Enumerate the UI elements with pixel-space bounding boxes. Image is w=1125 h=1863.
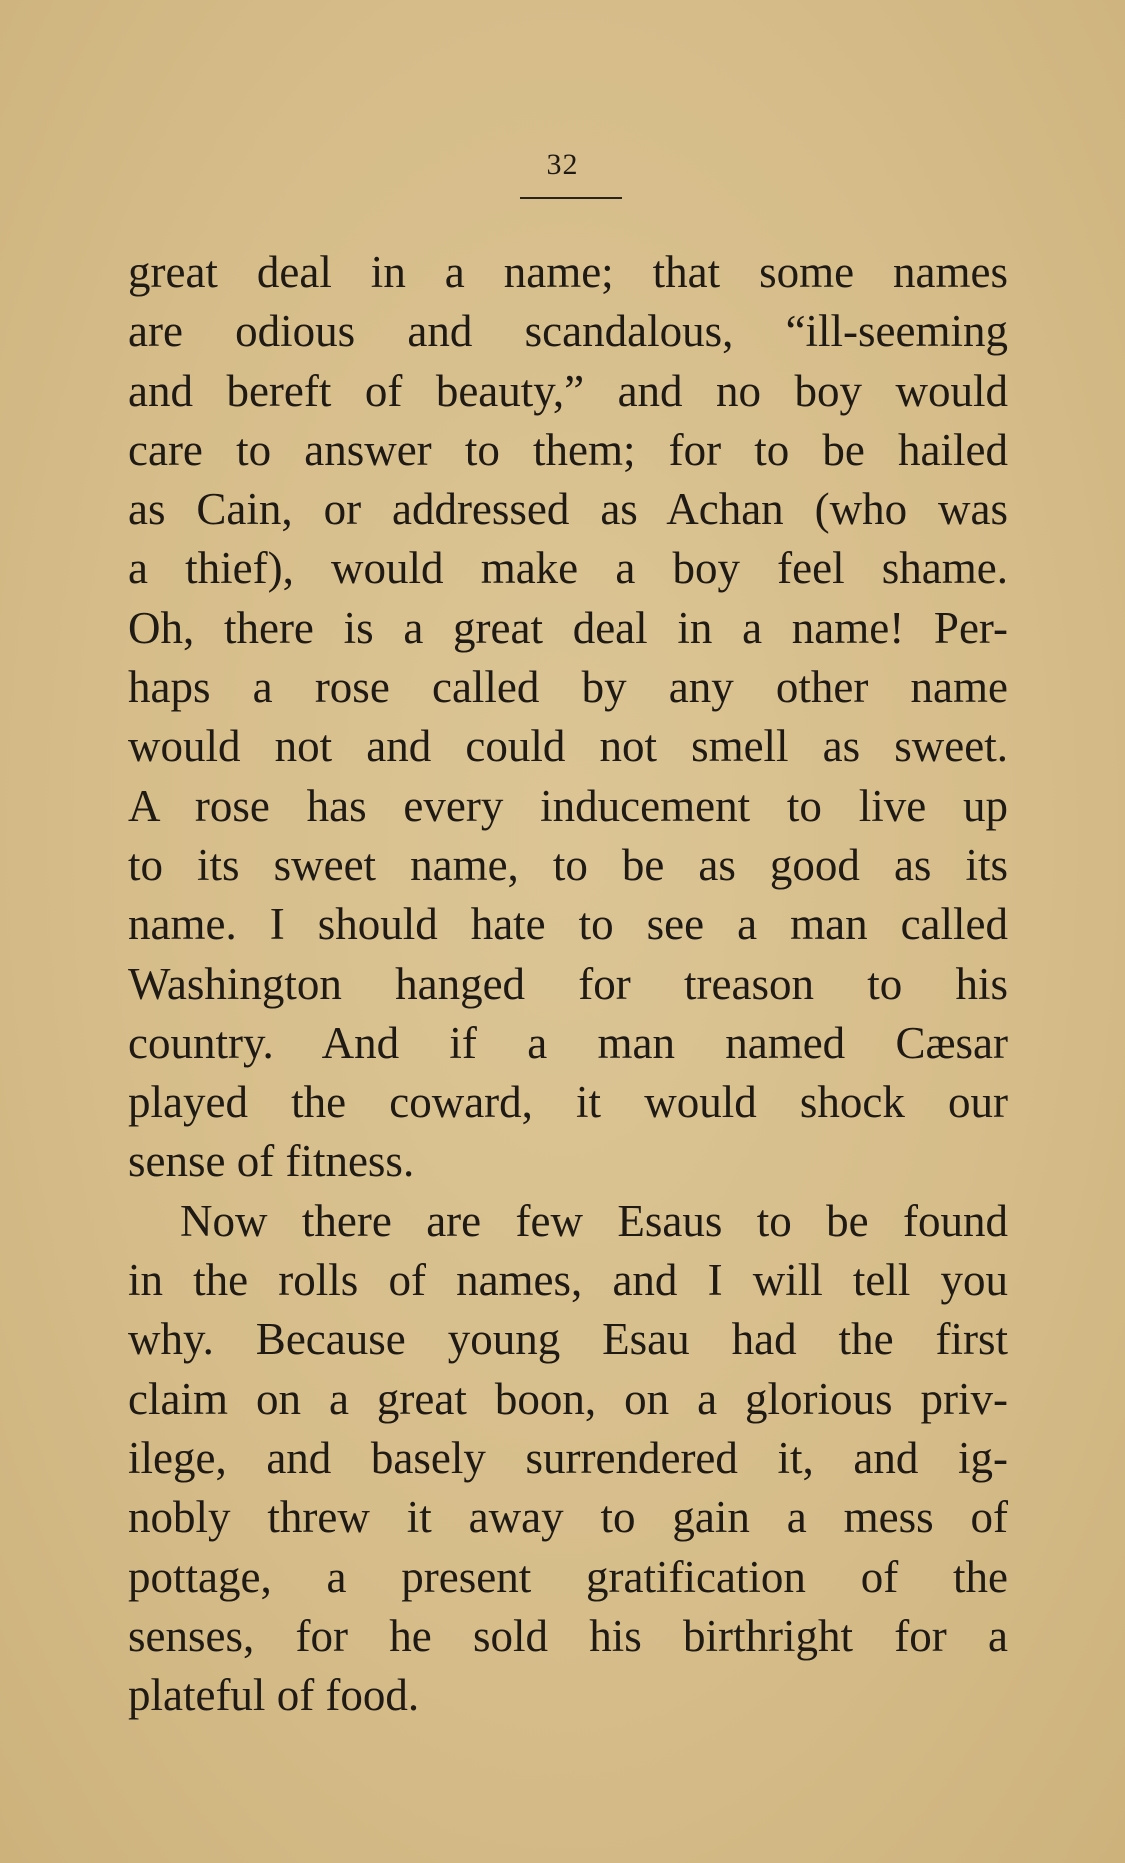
header-rule — [520, 197, 622, 199]
text-line: Now there are few Esaus to be found — [180, 1195, 1008, 1246]
text-line: claim on a great boon, on a glorious priv- — [128, 1373, 1008, 1424]
text-line: would not and could not smell as sweet. — [128, 721, 1008, 772]
paragraph-2 — [128, 1192, 1008, 1726]
text-line: as Cain, or addressed as Achan (who was — [128, 484, 1008, 535]
text-line: care to answer to them; for to be hailed — [128, 424, 1008, 475]
text-line: country. And if a man named Cæsar — [128, 1017, 1008, 1068]
text-line: in the rolls of names, and I will tell you — [128, 1255, 1008, 1306]
text-line: ilege, and basely surrendered it, and ig- — [128, 1432, 1008, 1483]
text-line: a thief), would make a boy feel shame. — [128, 543, 1008, 594]
text-line: sense of fitness. — [128, 1136, 415, 1187]
text-line: plateful of food. — [128, 1670, 420, 1721]
text-line: are odious and scandalous, “ill-seeming — [128, 306, 1008, 357]
page-number: 32 — [546, 148, 579, 181]
paragraph-1 — [128, 243, 1008, 1192]
body-text — [128, 243, 1008, 1725]
text-line: nobly threw it away to gain a mess of — [128, 1492, 1008, 1543]
text-line: great deal in a name; that some names — [128, 247, 1008, 297]
text-line: Oh, there is a great deal in a name! Per- — [128, 602, 1008, 653]
text-line: pottage, a present gratification of the — [128, 1551, 1008, 1602]
text-line: and bereft of beauty,” and no boy would — [128, 365, 1008, 416]
text-line: name. I should hate to see a man called — [128, 899, 1008, 950]
text-line: why. Because young Esau had the first — [128, 1314, 1008, 1365]
text-line: haps a rose called by any other name — [128, 662, 1008, 713]
text-line: senses, for he sold his birthright for a — [128, 1610, 1008, 1661]
text-line: played the coward, it would shock our — [128, 1077, 1008, 1128]
text-line: to its sweet name, to be as good as its — [128, 839, 1008, 890]
text-line: A rose has every inducement to live up — [128, 780, 1008, 831]
text-line: Washington hanged for treason to his — [128, 958, 1008, 1009]
